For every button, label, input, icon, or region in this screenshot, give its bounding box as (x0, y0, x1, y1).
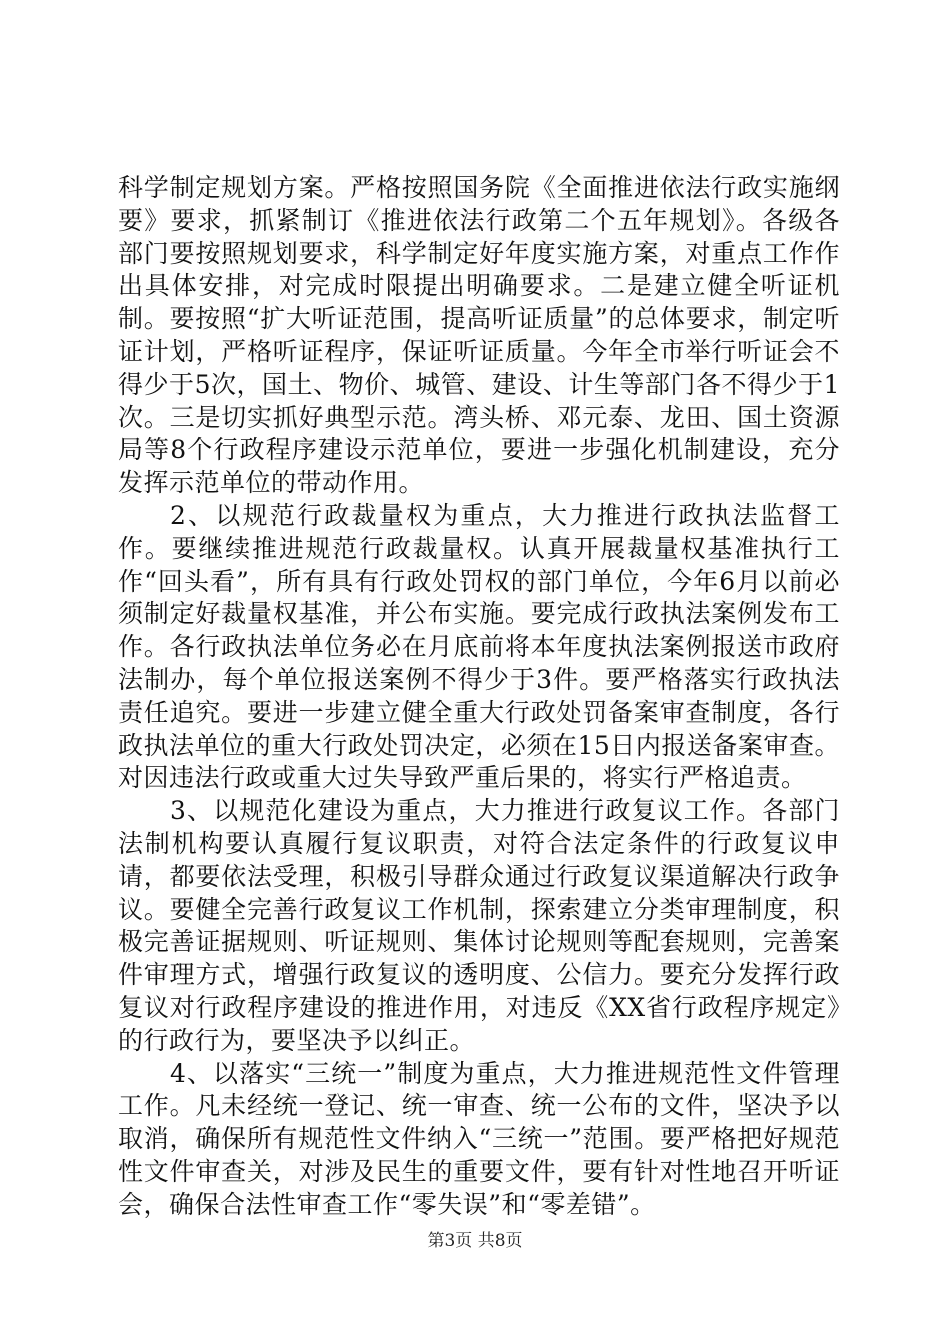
page-footer: 第3页 共8页 (427, 1231, 523, 1251)
paragraph-item-4: 4、以落实“三统一”制度为重点，大力推进规范性文件管理工作。凡未经统一登记、统一审查、统一公布的文件，坚决予以取消，确保所有规范性文件纳入“三统一”范围。要严格把好规范性文件审查关，对涉及民生的重要文件，要有针对性地召开听证会，确保合法性审查工作“零失误”和“零差错”。 (118, 1058, 840, 1219)
paragraph-item-3: 3、以规范化建设为重点，大力推进行政复议工作。各部门法制机构要认真履行复议职责，对符合法定条件的行政复议申请，都要依法受理，积极引导群众通过行政复议渠道解决行政争议。要健全完善行政复议工作机制，探索建立分类审理制度，积极完善证据规则、听证规则、集体讨论规则等配套规则，完善案件审理方式，增强行政复议的透明度、公信力。要充分发挥行政复议对行政程序建设的推进作用，对违反《XX省行政程序规定》的行政行为，要坚决予以纠正。 (118, 796, 840, 1055)
paragraph-item-2: 2、以规范行政裁量权为重点，大力推进行政执法监督工作。要继续推进规范行政裁量权。认真开展裁量权基准执行工作“回头看”，所有具有行政处罚权的部门单位，今年6月以前必须制定好裁量权基准，并公布实施。要完成行政执法案例发布工作。各行政执法单位务必在月底前将本年度执法案例报送市政府法制办，每个单位报送案例不得少于3件。要严格落实行政执法责任追究。要进一步建立健全重大行政处罚备案审查制度，各行政执法单位的重大行政处罚决定，必须在15日内报送备案审查。对因违法行政或重大过失导致严重后果的，将实行严格追责。 (118, 500, 840, 793)
document-body (118, 172, 840, 1222)
paragraph-continuation: 科学制定规划方案。严格按照国务院《全面推进依法行政实施纲要》要求，抓紧制订《推进依法行政第二个五年规划》。各级各部门要按照规划要求，科学制定好年度实施方案，对重点工作作出具体安排，对完成时限提出明确要求。二是建立健全听证机制。要按照“扩大听证范围，提高听证质量”的总体要求，制定听证计划，严格听证程序，保证听证质量。今年全市举行听证会不得少于5次，国土、物价、城管、建设、计生等部门各不得少于1次。三是切实抓好典型示范。湾头桥、邓元泰、龙田、国土资源局等8个行政程序建设示范单位，要进一步强化机制建设，充分发挥示范单位的带动作用。 (118, 173, 840, 498)
